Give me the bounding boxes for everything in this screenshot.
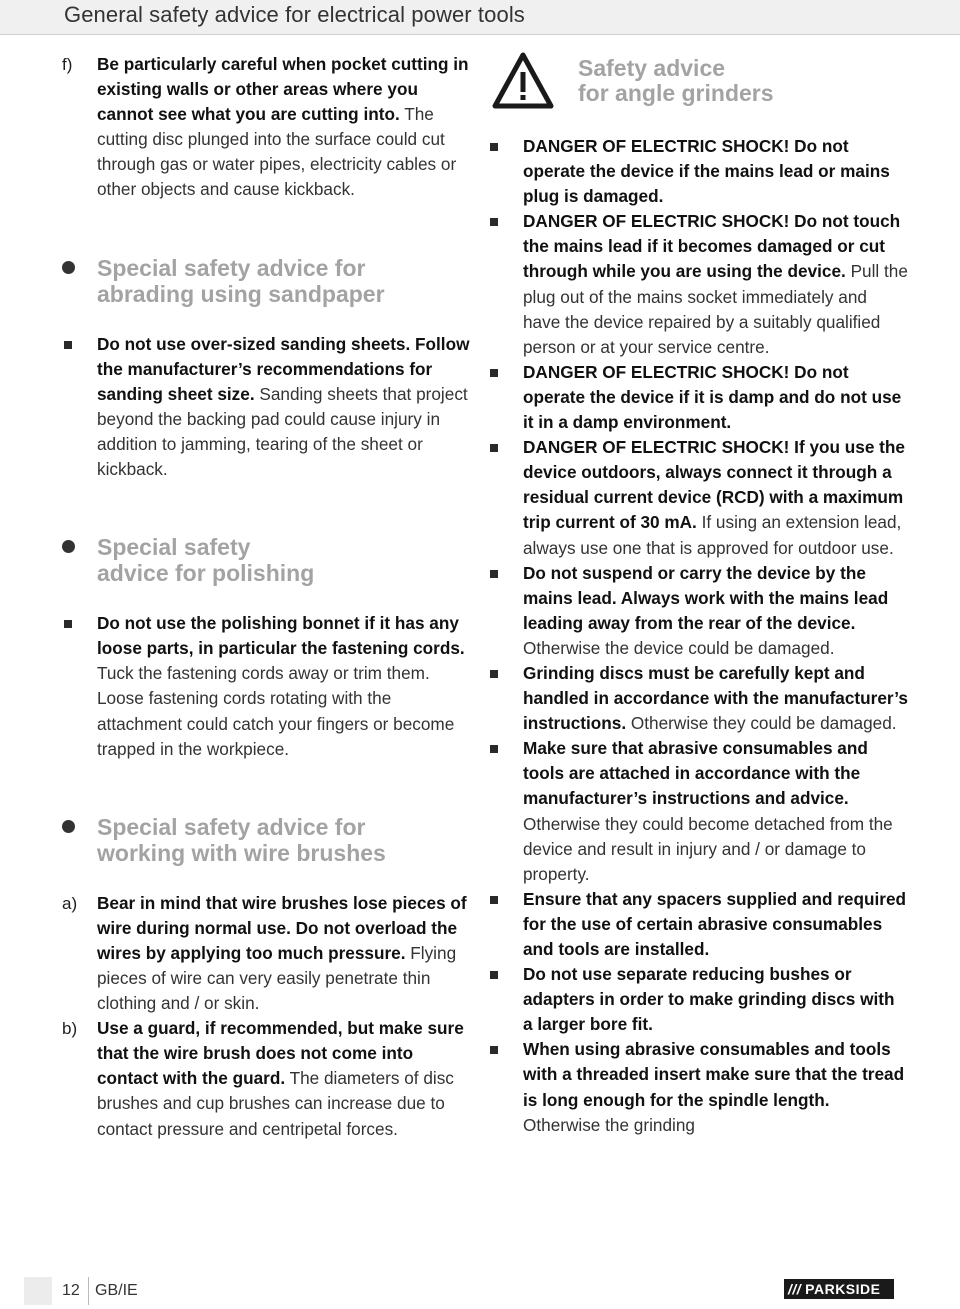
item-text: Otherwise they could become detached from the device and result in injury and / or damage to property. (523, 813, 893, 884)
square-bullet-icon (490, 369, 498, 377)
warning-heading (488, 52, 908, 126)
item-marker: b) (62, 1019, 78, 1039)
item-text: Flying pieces of wire can very easily penetrate thin clothing and / or skin. (97, 942, 457, 1014)
footer-swatch (24, 1277, 52, 1305)
bullet-dot-icon (62, 261, 75, 274)
bullet-dot-icon (62, 820, 75, 833)
square-bullet-icon (490, 971, 498, 979)
section-heading-wire-brushes: Special safety advice for working with wire brushes (62, 814, 478, 866)
item-bold-text: Bear in mind that wire brushes lose pieces of wire during normal use. Do not overload the wires by applying too much pressure. (97, 892, 467, 963)
parkside-logo: /// PARKSIDE (784, 1279, 894, 1299)
item-bold-text: DANGER OF ELECTRIC SHOCK! Do not operate the device if it is damp and do not use it in a damp environment. (523, 361, 902, 433)
square-bullet-icon (490, 745, 498, 753)
item-marker: f) (62, 55, 73, 74)
item-bold-text: When using abrasive consumables and tools with a threaded insert make sure that the tread is long enough for the spindle length. (523, 1039, 905, 1110)
footer-divider (88, 1277, 89, 1305)
section-heading-polishing: Special safety advice for polishing (62, 534, 478, 586)
item-bold-text: Use a guard, if recommended, but make sure that the wire brush does not come into contact with the guard. (97, 1018, 464, 1089)
list-item-b (62, 1016, 478, 1141)
list-item (62, 611, 478, 762)
item-text: Otherwise the device could be damaged. (523, 637, 835, 658)
item-marker: a) (62, 893, 78, 913)
item-text: Tuck the fastening cords away or trim them. Loose fastening cords rotating with the attachment could catch your fingers or become trapped in the workpiece. (97, 663, 455, 759)
bullet-dot-icon (62, 540, 75, 553)
list-item (488, 209, 908, 360)
list-item (488, 962, 908, 1037)
item-text: The diameters of disc brushes and cup brushes can increase due to contact pressure and centripetal forces. (97, 1068, 454, 1139)
list-item (488, 134, 908, 209)
square-bullet-icon (64, 620, 72, 628)
item-text: Otherwise they could be damaged. (626, 713, 897, 734)
item-bold-text: DANGER OF ELECTRIC SHOCK! If you use the device outdoors, always connect it through a residual current device (RCD) with a maximum trip current of 30 mA. (523, 437, 905, 533)
list-item (488, 561, 908, 661)
square-bullet-icon (490, 218, 498, 226)
square-bullet-icon (64, 341, 72, 349)
square-bullet-icon (490, 570, 498, 578)
section-heading-sandpaper: Special safety advice for abrading using sandpaper (62, 255, 478, 307)
item-bold-text: Be particularly careful when pocket cutting in existing walls or other areas where you cannot see what you are cutting into. (97, 54, 469, 125)
square-bullet-icon (490, 143, 498, 151)
language-code: GB/IE (95, 1282, 138, 1299)
item-text: Otherwise the grinding (523, 1114, 695, 1135)
item-text: Pull the plug out of the mains socket immediately and have the device repaired by a suitably qualified person or at your service centre. (523, 261, 908, 357)
square-bullet-icon (490, 896, 498, 904)
warning-title: Safety advice for angle grinders (578, 55, 774, 106)
list-item-f (62, 52, 478, 203)
item-text: If using an extension lead, always use one that is approved for outdoor use. (523, 512, 902, 558)
item-text: The cutting disc plunged into the surface could cut through gas or water pipes, electricity cables or other objects and cause kickback. (97, 104, 457, 200)
item-bold-text: Do not use over-sized sanding sheets. Follow the manufacturer’s recommendations for sanding sheet size. (97, 333, 470, 404)
list-item (488, 736, 908, 887)
page-title: General safety advice for electrical power tools (64, 2, 525, 27)
item-text: Sanding sheets that project beyond the backing pad could cause injury in addition to jamming, tearing of the sheet or kickback. (97, 383, 468, 480)
list-item (62, 332, 478, 483)
item-bold-text: Do not use the polishing bonnet if it has any loose parts, in particular the fastening cords. (97, 613, 465, 659)
square-bullet-icon (490, 444, 498, 452)
item-bold-text: Do not suspend or carry the device by the mains lead. Always work with the mains lead leading away from the rear of the device. (523, 562, 889, 633)
item-bold-text: Do not use separate reducing bushes or adapters in order to make grinding discs with a larger bore fit. (523, 964, 895, 1035)
list-item-a (62, 891, 478, 1016)
item-bold-text: DANGER OF ELECTRIC SHOCK! Do not operate the device if the mains lead or mains plug is damaged. (523, 136, 890, 207)
left-column (62, 52, 478, 1142)
square-bullet-icon (490, 1046, 498, 1054)
item-bold-text: Ensure that any spacers supplied and required for the use of certain abrasive consumables and tools are installed. (523, 888, 907, 959)
list-item (488, 435, 908, 560)
item-bold-text: Grinding discs must be carefully kept and handled in accordance with the manufacturer’s instructions. (523, 662, 908, 734)
header-bar (0, 0, 960, 35)
item-bold-text: DANGER OF ELECTRIC SHOCK! Do not touch the mains lead if it becomes damaged or cut through while you are using the device. (523, 211, 901, 282)
list-item (488, 1037, 908, 1137)
list-item (488, 887, 908, 962)
list-item (488, 661, 908, 736)
right-column (488, 52, 908, 1138)
page-number: 12 (62, 1282, 80, 1299)
item-bold-text: Make sure that abrasive consumables and tools are attached in accordance with the manufacturer’s instructions and advice. (523, 738, 868, 809)
list-item (488, 360, 908, 435)
square-bullet-icon (490, 670, 498, 678)
warning-triangle-icon (492, 52, 554, 110)
